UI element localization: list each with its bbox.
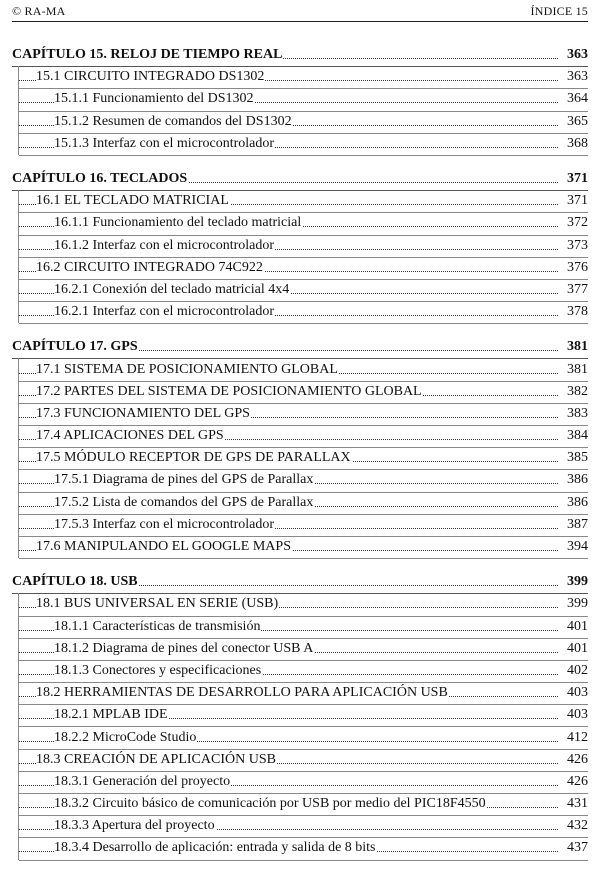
entry-title: 17.5.3 Interfaz con el microcontrolador <box>54 516 275 532</box>
toc-section[interactable] <box>18 447 588 469</box>
toc-subsection[interactable] <box>18 837 588 859</box>
entry-page-number: 394 <box>567 539 588 555</box>
entry-page-number: 401 <box>567 640 588 656</box>
entry-title: 18.2 HERRAMIENTAS DE DESARROLLO PARA APLICACIÓN USB <box>36 685 448 701</box>
entry-title: 16.1 EL TECLADO MATRICIAL <box>36 193 229 209</box>
entry-title: 17.5.1 Diagrama de pines del GPS de Parallax <box>54 472 314 488</box>
entry-title: 18.1.1 Características de transmisión <box>54 618 261 634</box>
entry-page-number: 381 <box>567 361 588 377</box>
entry-page-number: 386 <box>567 494 588 510</box>
entry-page-number: 399 <box>567 574 588 590</box>
entry-page-number: 373 <box>567 237 588 253</box>
toc-section[interactable] <box>18 593 588 615</box>
toc-chapter[interactable] <box>12 168 588 190</box>
entry-title: 17.3 FUNCIONAMIENTO DEL GPS <box>36 405 250 421</box>
entry-title: 15.1.1 Funcionamiento del DS1302 <box>54 91 254 107</box>
entry-title: CAPÍTULO 16. TECLADOS <box>12 171 188 187</box>
entry-page-number: 371 <box>567 171 588 187</box>
toc-subsection[interactable] <box>18 793 588 815</box>
toc-section[interactable] <box>18 190 588 212</box>
entry-page-number: 401 <box>567 618 588 634</box>
entry-title: 15.1.2 Resumen de comandos del DS1302 <box>54 113 292 129</box>
toc-subsection[interactable] <box>18 111 588 133</box>
entry-page-number: 431 <box>567 796 588 812</box>
entry-page-number: 403 <box>567 685 588 701</box>
entry-page-number: 368 <box>567 135 588 151</box>
entry-title: 17.1 SISTEMA DE POSICIONAMIENTO GLOBAL <box>36 361 338 377</box>
entry-page-number: 426 <box>567 773 588 789</box>
toc-section[interactable] <box>18 403 588 425</box>
toc-subsection[interactable] <box>18 704 588 726</box>
entry-page-number: 371 <box>567 193 588 209</box>
entry-page-number: 437 <box>567 840 588 856</box>
toc-subsection[interactable] <box>18 771 588 793</box>
entry-page-number: 376 <box>567 259 588 275</box>
toc-section[interactable] <box>18 358 588 380</box>
entry-title: 18.1 BUS UNIVERSAL EN SERIE (USB) <box>36 596 279 612</box>
entry-page-number: 386 <box>567 472 588 488</box>
entry-page-number: 381 <box>567 339 588 355</box>
entry-page-number: 402 <box>567 662 588 678</box>
toc-section[interactable] <box>18 66 588 88</box>
toc-subsection[interactable] <box>18 133 588 155</box>
entry-title: CAPÍTULO 17. GPS <box>12 339 138 355</box>
page-header <box>12 0 588 22</box>
entry-page-number: 385 <box>567 450 588 466</box>
toc-subsection[interactable] <box>18 279 588 301</box>
toc-subsection[interactable] <box>18 638 588 660</box>
entry-title: 17.2 PARTES DEL SISTEMA DE POSICIONAMIENTO GLOBAL <box>36 383 422 399</box>
toc-chapter[interactable] <box>12 336 588 358</box>
toc-section[interactable] <box>18 682 588 704</box>
toc-subsection[interactable] <box>18 514 588 536</box>
toc-chapter[interactable] <box>12 571 588 593</box>
toc-subsection[interactable] <box>18 616 588 638</box>
entry-title: 15.1.3 Interfaz con el microcontrolador <box>54 135 275 151</box>
toc-section[interactable] <box>18 749 588 771</box>
publisher-mark: © RA-MA <box>12 4 66 18</box>
entry-page-number: 432 <box>567 818 588 834</box>
toc-chapter[interactable] <box>12 44 588 66</box>
entry-title: 17.5 MÓDULO RECEPTOR DE GPS DE PARALLAX <box>36 450 351 466</box>
entry-title: 17.6 MANIPULANDO EL GOOGLE MAPS <box>36 539 291 555</box>
toc-section[interactable] <box>18 257 588 279</box>
toc-subsection[interactable] <box>18 212 588 234</box>
entry-page-number: 384 <box>567 428 588 444</box>
toc-subsection[interactable] <box>18 235 588 257</box>
entry-title: 17.4 APLICACIONES DEL GPS <box>36 428 224 444</box>
entry-page-number: 382 <box>567 383 588 399</box>
entry-title: 18.3 CREACIÓN DE APLICACIÓN USB <box>36 751 276 767</box>
toc-subsection[interactable] <box>18 301 588 323</box>
entry-title: 17.5.2 Lista de comandos del GPS de Parallax <box>54 494 314 510</box>
entry-page-number: 412 <box>567 729 588 745</box>
entry-title: 15.1 CIRCUITO INTEGRADO DS1302 <box>36 69 265 85</box>
toc-subsection[interactable] <box>18 815 588 837</box>
entry-title: 18.3.4 Desarrollo de aplicación: entrada y salida de 8 bits <box>54 840 376 856</box>
toc-subsection[interactable] <box>18 492 588 514</box>
running-title: ÍNDICE 15 <box>530 4 588 18</box>
entry-title: 16.2 CIRCUITO INTEGRADO 74C922 <box>36 259 263 275</box>
entry-page-number: 426 <box>567 751 588 767</box>
table-of-contents <box>12 44 588 860</box>
toc-subsection[interactable] <box>18 660 588 682</box>
entry-title: 18.2.1 MPLAB IDE <box>54 707 168 723</box>
entry-title: CAPÍTULO 18. USB <box>12 574 138 590</box>
entry-title: 18.2.2 MicroCode Studio <box>54 729 197 745</box>
entry-title: 16.2.1 Conexión del teclado matricial 4x4 <box>54 281 290 297</box>
toc-subsection[interactable] <box>18 469 588 491</box>
entry-page-number: 378 <box>567 304 588 320</box>
entry-page-number: 387 <box>567 516 588 532</box>
entry-title: 16.1.1 Funcionamiento del teclado matricial <box>54 215 302 231</box>
entry-page-number: 365 <box>567 113 588 129</box>
entry-title: 18.1.2 Diagrama de pines del conector USB A <box>54 640 314 656</box>
entry-page-number: 383 <box>567 405 588 421</box>
toc-section[interactable] <box>18 536 588 558</box>
entry-title: CAPÍTULO 15. RELOJ DE TIEMPO REAL <box>12 47 283 63</box>
entry-page-number: 399 <box>567 596 588 612</box>
entry-page-number: 363 <box>567 69 588 85</box>
entry-title: 16.1.2 Interfaz con el microcontrolador <box>54 237 275 253</box>
toc-section[interactable] <box>18 381 588 403</box>
toc-subsection[interactable] <box>18 88 588 110</box>
entry-title: 16.2.1 Interfaz con el microcontrolador <box>54 304 275 320</box>
entry-page-number: 377 <box>567 281 588 297</box>
entry-title: 18.3.1 Generación del proyecto <box>54 773 231 789</box>
entry-title: 18.3.3 Apertura del proyecto <box>54 818 215 834</box>
toc-section[interactable] <box>18 425 588 447</box>
entry-page-number: 364 <box>567 91 588 107</box>
entry-page-number: 403 <box>567 707 588 723</box>
entry-page-number: 363 <box>567 47 588 63</box>
toc-subsection[interactable] <box>18 726 588 748</box>
entry-title: 18.3.2 Circuito básico de comunicación por USB por medio del PIC18F4550 <box>54 796 486 812</box>
entry-page-number: 372 <box>567 215 588 231</box>
entry-title: 18.1.3 Conectores y especificaciones <box>54 662 262 678</box>
